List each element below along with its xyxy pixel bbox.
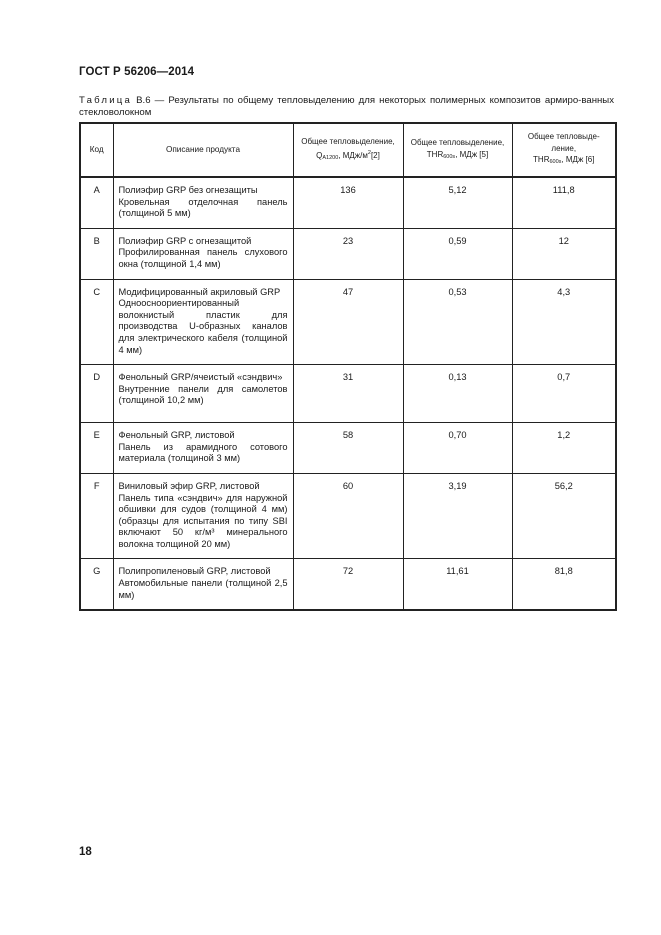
header-thr6-symbol: THR: [533, 155, 550, 165]
cell-description: [113, 228, 293, 279]
cell-code: C: [80, 279, 113, 365]
header-q-sub: A1200: [322, 154, 339, 161]
cell-code: B: [80, 228, 113, 279]
header-q-ref: [2]: [370, 150, 380, 160]
table-row: [80, 279, 616, 365]
header-thr5-symbol: THR: [426, 149, 444, 159]
cell-thr6: 1,2: [512, 423, 616, 474]
results-table: [79, 122, 617, 611]
table-row: [80, 423, 616, 474]
table-row: [80, 228, 616, 279]
description-material: Полиэфир GRP с огнезащитой: [118, 235, 252, 246]
description-product: Профилированная панель слухового окна (толщиной 1,4 мм): [118, 247, 288, 269]
header-thr-5: [403, 123, 512, 177]
description-product: Панель из арамидного сотового материала (толщиной 3 мм): [118, 441, 288, 464]
description-product: Панель типа «сэндвич» для наружной обшивки для судов (толщиной 4 мм) (образцы для испытания по типу SBI включают 50 кг/м³ минерального волокна толщиной 20 мм): [118, 492, 288, 549]
cell-description: [113, 279, 293, 365]
cell-thr6: 0,7: [512, 365, 616, 423]
cell-code: D: [80, 365, 113, 423]
cell-q: 23: [293, 228, 403, 279]
cell-thr6: 56,2: [512, 473, 616, 559]
header-thr6-unit: , МДж [6]: [561, 155, 595, 165]
description-material: Фенольный GRP, листовой: [118, 430, 235, 441]
cell-code: E: [80, 423, 113, 474]
header-thr6-text: Общее тепловыде-ление,: [527, 132, 600, 153]
table-header-row: [80, 123, 616, 177]
header-thr5-sub: 600s: [443, 153, 456, 160]
header-thr5-text: Общее тепловыделение,: [410, 138, 505, 147]
header-q-sup: 2: [367, 149, 371, 156]
cell-thr6: 4,3: [512, 279, 616, 365]
cell-thr6: 12: [512, 228, 616, 279]
cell-code: A: [80, 177, 113, 228]
header-q-text: Общее тепловыделение,: [301, 137, 395, 146]
header-q-unit: , МДж/м: [338, 150, 368, 160]
cell-q: 72: [293, 559, 403, 610]
table-row: [80, 473, 616, 559]
description-product: Внутренние панели для самолетов (толщиной 10,2 мм): [118, 383, 288, 406]
header-total-heat-q: [293, 123, 403, 177]
description-material: Виниловый эфир GRP, листовой: [118, 480, 260, 491]
description-product: Одноосноориентированный волокнистый пластик для производства U-образных каналов для электрического кабеля (толщиной 4 мм): [118, 298, 288, 355]
caption-label: Таблица: [79, 95, 133, 106]
cell-q: 58: [293, 423, 403, 474]
cell-description: [113, 365, 293, 423]
cell-q: 47: [293, 279, 403, 365]
header-code: Код: [80, 123, 113, 177]
description-product: Автомобильные панели (толщиной 2,5 мм): [118, 578, 288, 600]
description-material: Полипропиленовый GRP, листовой: [118, 566, 271, 577]
description-material: Фенольный GRP/ячеистый «сэндвич»: [118, 372, 283, 383]
cell-thr6: 111,8: [512, 177, 616, 228]
cell-code: G: [80, 559, 113, 610]
cell-thr5: 3,19: [403, 473, 512, 559]
cell-q: 31: [293, 365, 403, 423]
header-q-symbol: Q: [316, 150, 323, 160]
cell-description: [113, 559, 293, 610]
cell-thr5: 0,13: [403, 365, 512, 423]
cell-thr5: 0,70: [403, 423, 512, 474]
table-caption: [79, 95, 614, 118]
cell-code: F: [80, 473, 113, 559]
table-row: [80, 177, 616, 228]
description-material: Полиэфир GRP без огнезащиты: [118, 185, 258, 195]
header-thr5-unit: , МДж [5]: [455, 149, 489, 159]
cell-description: [113, 473, 293, 559]
table-row: [80, 365, 616, 423]
page-number: 18: [79, 846, 92, 858]
caption-text: Результаты по общему тепловыделению для некоторых полимерных композитов армиро-ванных стекловолокном: [79, 95, 614, 118]
table-row: [80, 559, 616, 610]
caption-number: В.6: [136, 95, 151, 106]
caption-dash: —: [154, 95, 165, 106]
cell-thr5: 11,61: [403, 559, 512, 610]
document-code: ГОСТ Р 56206—2014: [79, 66, 195, 78]
description-product: Кровельная отделочная панель (толщиной 5 мм): [118, 196, 288, 219]
cell-thr5: 0,59: [403, 228, 512, 279]
header-thr6-sub: 600s: [549, 159, 562, 166]
cell-q: 60: [293, 473, 403, 559]
cell-thr5: 0,53: [403, 279, 512, 365]
cell-thr6: 81,8: [512, 559, 616, 610]
header-description: Описание продукта: [113, 123, 293, 177]
cell-description: [113, 177, 293, 228]
cell-q: 136: [293, 177, 403, 228]
header-thr-6: [512, 123, 616, 177]
cell-description: [113, 423, 293, 474]
description-material: Модифицированный акриловый GRP: [118, 286, 281, 297]
cell-thr5: 5,12: [403, 177, 512, 228]
